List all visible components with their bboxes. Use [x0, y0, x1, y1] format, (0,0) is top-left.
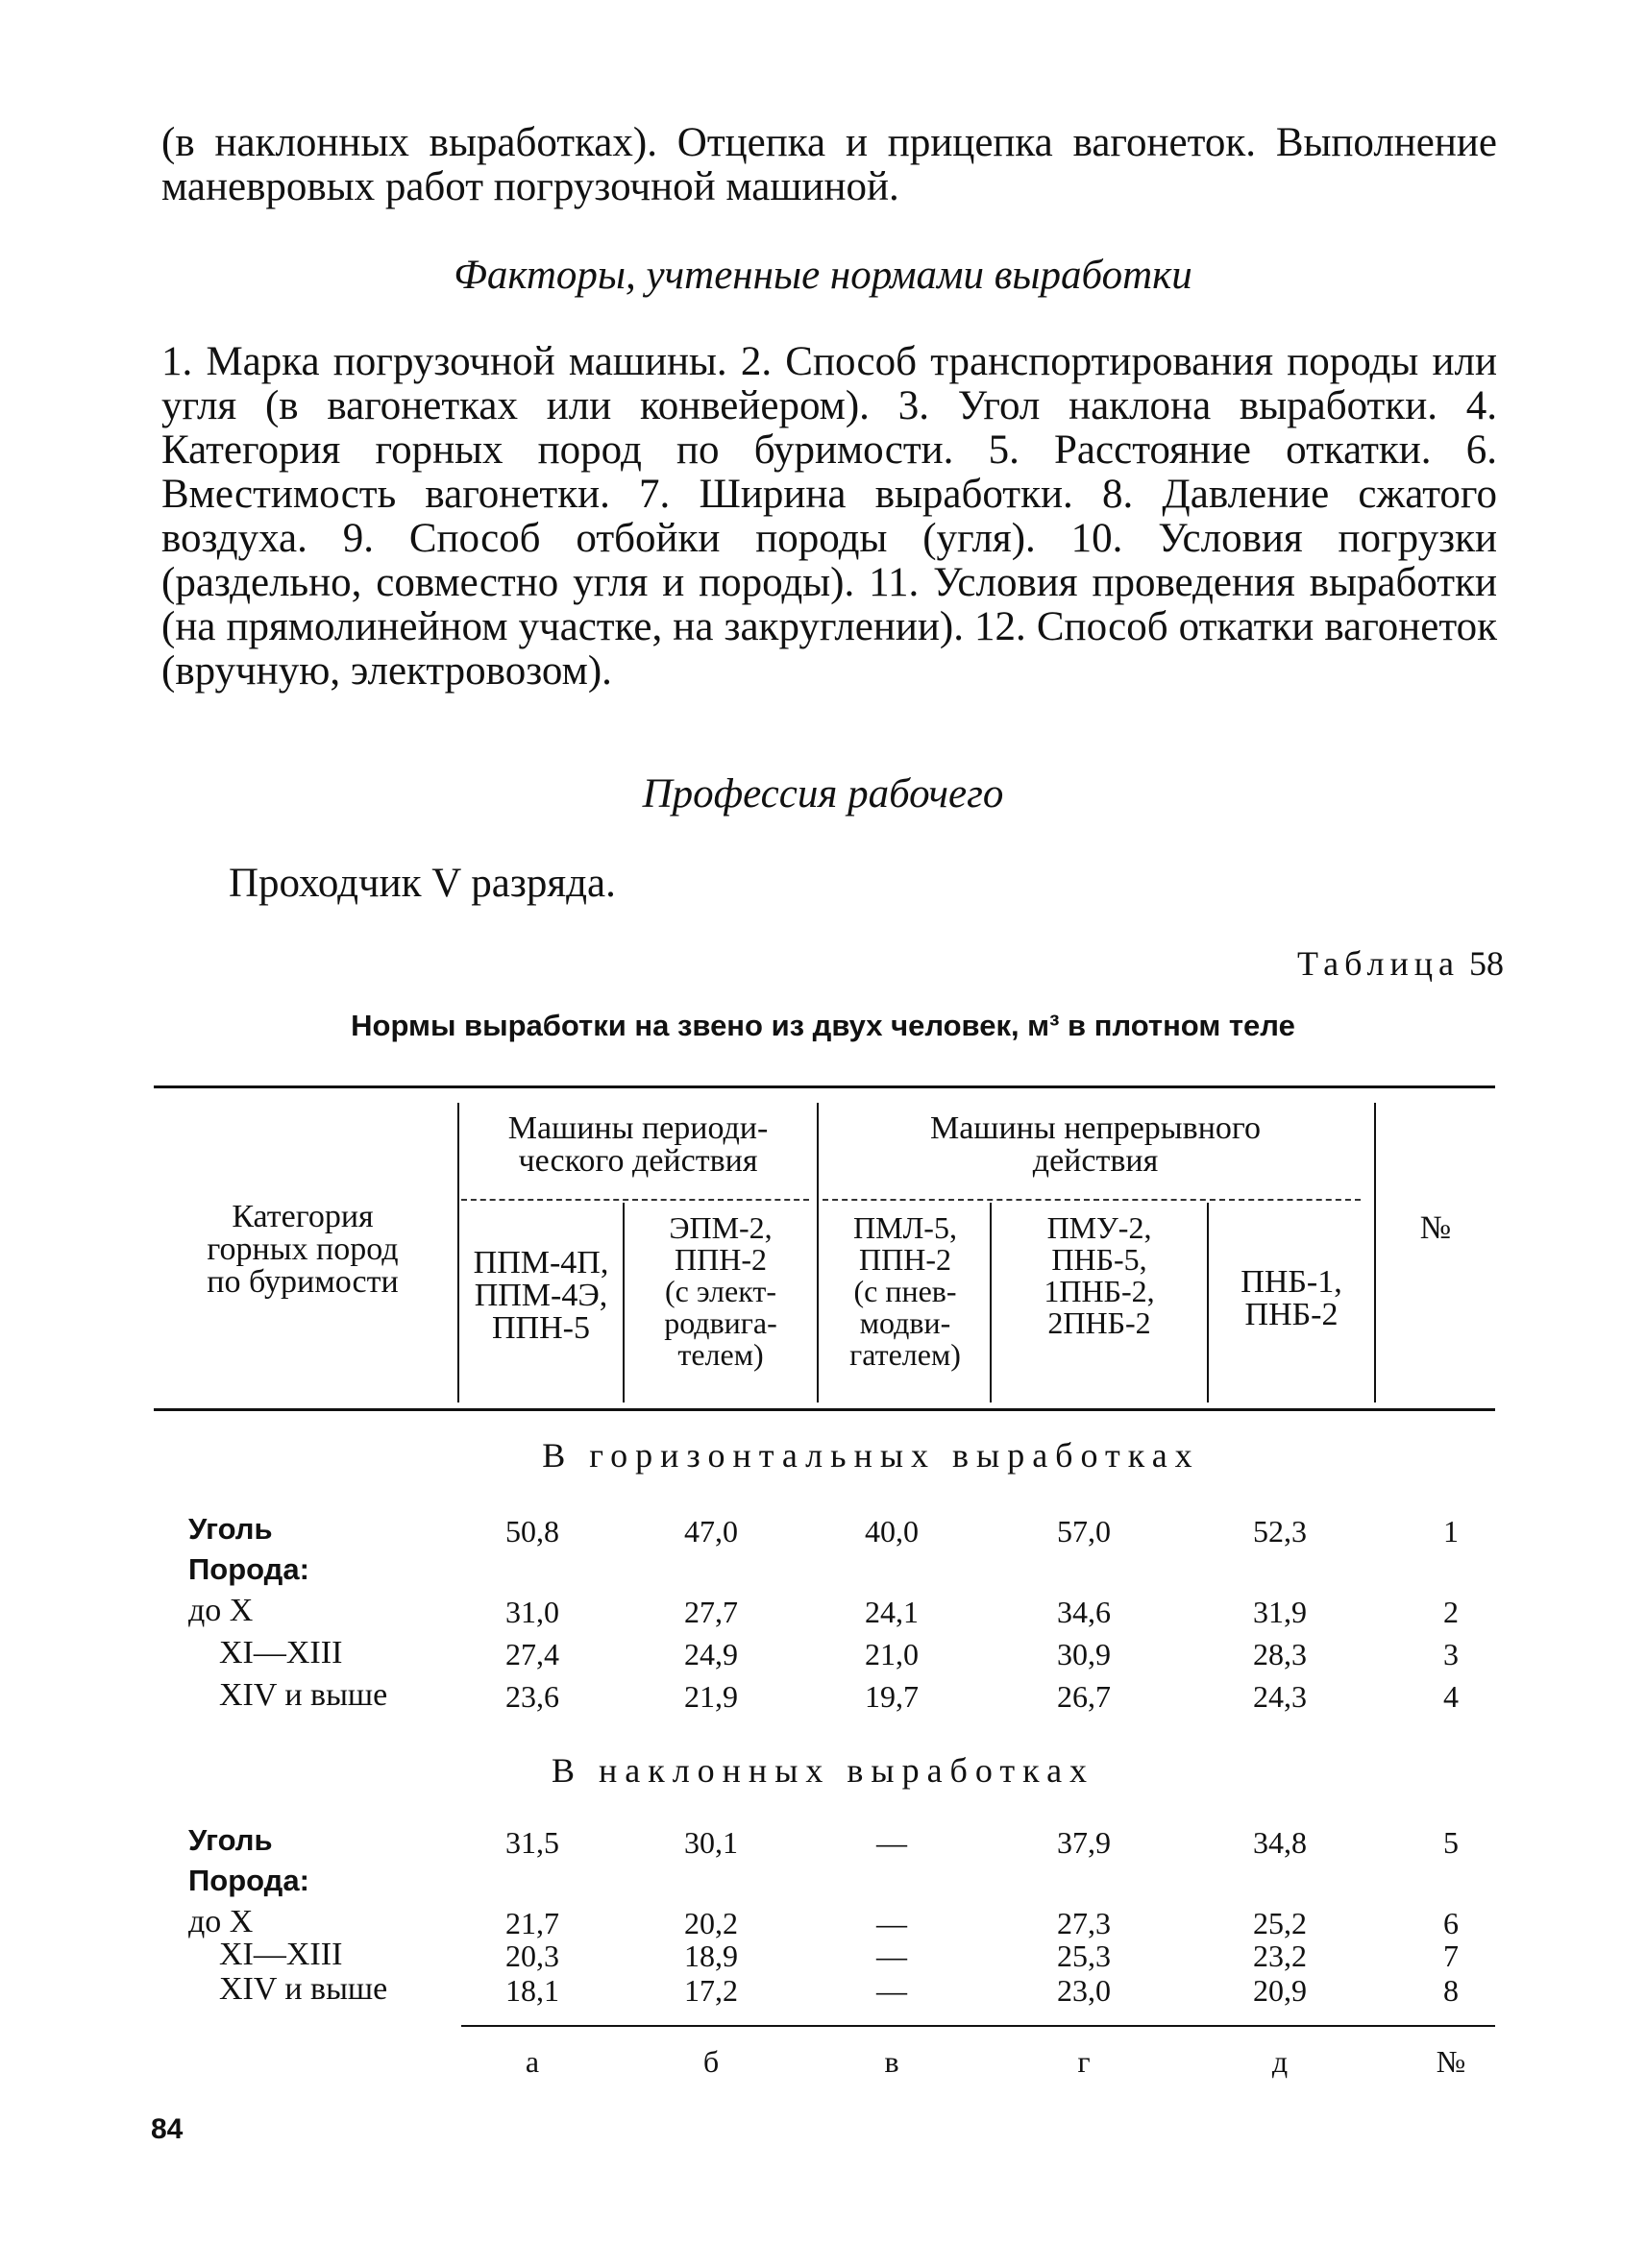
cell-v: — [876, 1825, 907, 1860]
header-col-g [992, 1212, 1207, 1339]
header-category [159, 1201, 447, 1299]
header-col-v-line: ПМЛ-5, [853, 1210, 957, 1245]
header-col-b-line: ЭПМ-2, [669, 1210, 773, 1245]
header-col-v-line: гателем) [849, 1337, 961, 1372]
periodic-group-rule [461, 1199, 809, 1201]
cell-n: 2 [1443, 1595, 1459, 1629]
header-col-v-line: ППН-2 [859, 1242, 951, 1277]
cell-d: 34,8 [1253, 1825, 1307, 1860]
header-continuous-line: действия [1032, 1143, 1159, 1179]
cell-a: 20,3 [505, 1939, 559, 1973]
header-periodic [461, 1112, 815, 1178]
rock-label: Порода: [188, 1552, 309, 1586]
factors-paragraph: 1. Марка погрузочной машины. 2. Способ транспортирования породы или угля (в вагонетках или конвейером). 3. Угол наклона выработки. 4. Категория горных пород по буримости. 5. Расстояние откатки. 6. Вместимость вагонетки. 7. Ширина выработки. 8. Давление сжатого воздуха. 9. Способ отбойки породы (угля). 10. Условия погрузки (раздельно, совместно угля и породы). 11. Условия проведения выработки (на прямолинейном участке, на закруглении). 12. Способ откатки вагонеток (вручную, электровозом). [161, 339, 1497, 694]
profession-heading: Профессия рабочего [642, 771, 1004, 817]
cell-b: 24,9 [684, 1637, 738, 1671]
column-key-b: б [702, 2044, 720, 2079]
header-num-text: № [1419, 1210, 1452, 1246]
cell-b: 18,9 [684, 1939, 738, 1973]
row-category: XIV и выше [219, 1971, 388, 2007]
table-top-rule [154, 1085, 1495, 1088]
table-header-bottom-rule [154, 1408, 1495, 1411]
cell-b: 20,2 [684, 1906, 738, 1940]
table-label-word: Таблица [1297, 944, 1460, 983]
header-category-line: Категория [232, 1199, 374, 1234]
header-col-v [819, 1212, 992, 1371]
row-category: XI—XIII [219, 1635, 343, 1671]
cell-n: 3 [1443, 1637, 1459, 1671]
header-col-v-line: (с пнев- [853, 1274, 957, 1308]
header-col-b-line: родвига- [664, 1305, 777, 1340]
table-label [1297, 943, 1504, 984]
header-continuous-line: Машины непрерывного [929, 1110, 1261, 1146]
header-col-b-line: (с элект- [665, 1274, 776, 1308]
cell-v: — [876, 1973, 907, 2008]
header-col-g-line: 2ПНБ-2 [1047, 1305, 1151, 1340]
header-col-g-line: ПМУ-2, [1046, 1210, 1152, 1245]
cell-d: 24,3 [1253, 1679, 1307, 1714]
header-periodic-line: ческого действия [518, 1143, 758, 1179]
intro-paragraph: (в наклонных выработках). Отцепка и прицепка вагонеток. Выполнение маневровых работ погрузочной машиной. [161, 120, 1497, 209]
header-col-b [625, 1212, 817, 1371]
row-category: до X [188, 1904, 254, 1939]
table-title: Нормы выработки на звено из двух человек, м³ в плотном теле [351, 1009, 1295, 1042]
factors-heading: Факторы, учтенные нормами выработки [454, 253, 1192, 298]
col-divider-6 [1374, 1103, 1376, 1402]
row-category: XI—XIII [219, 1937, 343, 1972]
cell-v: 19,7 [865, 1679, 919, 1714]
cell-g: 25,3 [1057, 1939, 1111, 1973]
header-col-g-line: 1ПНБ-2, [1044, 1274, 1155, 1308]
cell-g: 26,7 [1057, 1679, 1111, 1714]
cell-d: 31,9 [1253, 1595, 1307, 1629]
cell-a: 31,5 [505, 1825, 559, 1860]
cell-n: 8 [1443, 1973, 1459, 2008]
header-col-d [1209, 1266, 1374, 1331]
cell-v: 21,0 [865, 1637, 919, 1671]
header-periodic-line: Машины периоди- [507, 1110, 769, 1146]
cell-g: 37,9 [1057, 1825, 1111, 1860]
header-col-d-line: ПНБ-1, [1241, 1264, 1342, 1300]
column-key-a: а [525, 2044, 540, 2079]
cell-b: 47,0 [684, 1514, 738, 1549]
header-category-line: по буримости [207, 1264, 399, 1300]
page-number: 84 [151, 2113, 184, 2145]
cell-v: 24,1 [865, 1595, 919, 1629]
cell-n: 6 [1443, 1906, 1459, 1940]
cell-n: 7 [1443, 1939, 1459, 1973]
section-inclined-title: В наклонных выработках [551, 1751, 1095, 1790]
cell-d: 52,3 [1253, 1514, 1307, 1549]
table-number: 58 [1469, 944, 1504, 983]
cell-d: 23,2 [1253, 1939, 1307, 1973]
header-col-a-line: ППМ-4Э, [474, 1278, 608, 1313]
continuous-group-rule [823, 1199, 1361, 1201]
cell-b: 21,9 [684, 1679, 738, 1714]
row-category: до X [188, 1593, 254, 1628]
header-continuous [819, 1112, 1372, 1178]
header-col-v-line: модви- [859, 1305, 951, 1340]
header-col-a-line: ППН-5 [492, 1310, 590, 1346]
profession-text: Проходчик V разряда. [229, 861, 616, 906]
header-col-a-line: ППМ-4П, [473, 1245, 609, 1280]
column-key-g: г [1077, 2044, 1091, 2079]
cell-a: 50,8 [505, 1514, 559, 1549]
table-bottom-rule [461, 2025, 1495, 2027]
cell-v: — [876, 1939, 907, 1973]
row-category: Уголь [188, 1823, 273, 1857]
cell-g: 27,3 [1057, 1906, 1111, 1940]
header-col-g-line: ПНБ-5, [1051, 1242, 1147, 1277]
cell-n: 5 [1443, 1825, 1459, 1860]
cell-b: 17,2 [684, 1973, 738, 2008]
cell-g: 23,0 [1057, 1973, 1111, 2008]
cell-d: 28,3 [1253, 1637, 1307, 1671]
column-key-v: в [884, 2044, 899, 2079]
cell-n: 4 [1443, 1679, 1459, 1714]
column-key-num: № [1436, 2044, 1466, 2079]
cell-g: 57,0 [1057, 1514, 1111, 1549]
cell-a: 23,6 [505, 1679, 559, 1714]
cell-n: 1 [1443, 1514, 1459, 1549]
cell-a: 18,1 [505, 1973, 559, 2008]
cell-a: 21,7 [505, 1906, 559, 1940]
cell-a: 27,4 [505, 1637, 559, 1671]
cell-b: 27,7 [684, 1595, 738, 1629]
cell-v: 40,0 [865, 1514, 919, 1549]
header-category-line: горных пород [207, 1232, 399, 1267]
header-num [1376, 1212, 1495, 1245]
cell-v: — [876, 1906, 907, 1940]
header-col-a [457, 1247, 625, 1345]
cell-d: 20,9 [1253, 1973, 1307, 2008]
column-key-d: д [1271, 2044, 1289, 2079]
cell-g: 30,9 [1057, 1637, 1111, 1671]
row-category: XIV и выше [219, 1677, 388, 1713]
cell-b: 30,1 [684, 1825, 738, 1860]
header-col-d-line: ПНБ-2 [1244, 1297, 1339, 1332]
header-col-b-line: телем) [677, 1337, 764, 1372]
cell-d: 25,2 [1253, 1906, 1307, 1940]
rock-label: Порода: [188, 1864, 309, 1897]
header-col-b-line: ППН-2 [675, 1242, 767, 1277]
section-horizontal-title: В горизонтальных выработках [542, 1436, 1200, 1475]
cell-g: 34,6 [1057, 1595, 1111, 1629]
row-category: Уголь [188, 1512, 273, 1546]
cell-a: 31,0 [505, 1595, 559, 1629]
